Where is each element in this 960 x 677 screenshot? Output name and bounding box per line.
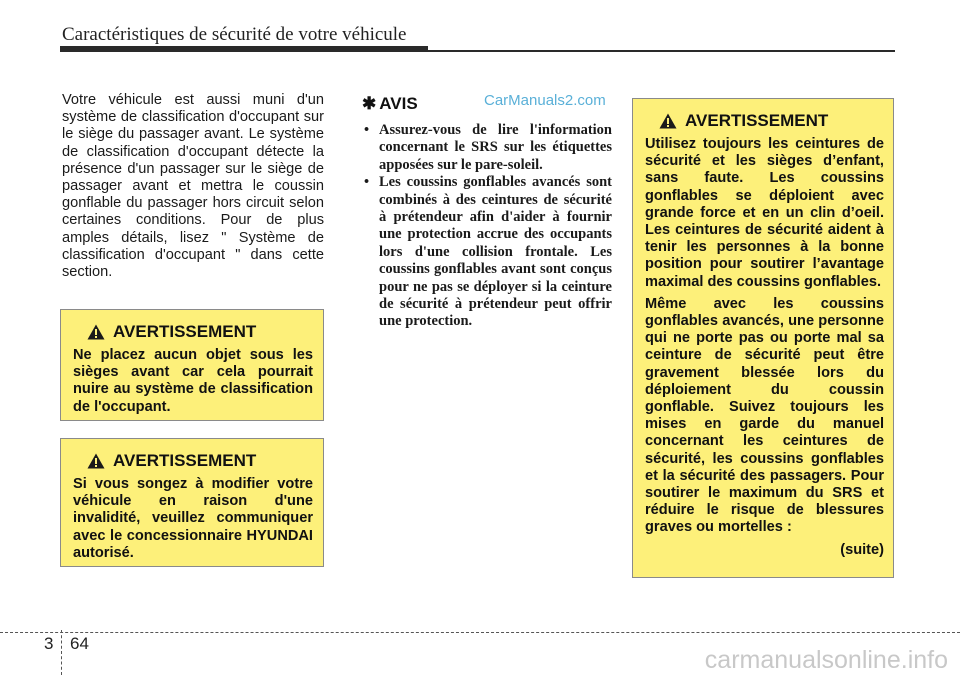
header-rule-thin (428, 50, 895, 52)
footer-watermark: carmanualsonline.info (704, 646, 948, 674)
warning-text: Si vous songez à modifier votre véhicule en raison d'une invalidité, veuillez communiquer avec le concessionnaire HYUNDAI autorisé. (73, 476, 313, 561)
warning-title: AVERTISSEMENT (113, 322, 257, 341)
warning-box-modification (60, 438, 324, 567)
warning-triangle-icon (87, 453, 105, 469)
avis-title: AVIS (379, 94, 418, 113)
warning-text: Ne placez aucun objet sous les sièges avant car cela pourrait nuire au système de classification de l'occupant. (73, 347, 313, 415)
warning-title: AVERTISSEMENT (113, 451, 257, 470)
warning-box-objects (60, 309, 324, 421)
star-icon: ✱ (362, 94, 377, 113)
page-header-title: Caractéristiques de sécurité de votre véhicule (62, 24, 407, 45)
intro-paragraph: Votre véhicule est aussi muni d'un système de classification d'occupant sur le siège du passager avant. Le système de classification d'occupant détecte la présence d'un passager sur le siège de passager avant et mettra le coussin gonflable du passager hors circuit selon certaines conditions. Pour de plus amples détails, lisez " Système de classification d'occupant " dans cette section. (62, 92, 324, 281)
page-number: 64 (70, 634, 89, 653)
warning-triangle-icon (87, 324, 105, 340)
warning-text (645, 136, 884, 559)
warning-paragraph: Même avec les coussins gonflables avancés, une personne qui ne porte pas ou porte mal sa ceinture de sécurité peut être gravement blessée lors du déploiement du coussin gonflable. Suivez toujours les mises en garde du manuel concernant les ceintures de sécurité, les coussins gonflables et la sécurité des passagers. Pour soutirer le maximum du SRS et réduire le risque de blessures graves ou mortelles : (645, 295, 884, 536)
chapter-number: 3 (44, 634, 54, 653)
warning-triangle-icon (659, 113, 677, 129)
continued-label: (suite) (840, 541, 884, 558)
avis-section (362, 94, 612, 331)
warning-paragraph: Utilisez toujours les ceintures de sécurité et les sièges d’enfant, sans faute. Les coussins gonflables se déploient avec grande force et en un clin d’oeil. Les ceintures de sécurité aident à tenir les personnes à la bonne position pour soutirer l’avantage maximal des coussins gonflables. (645, 136, 884, 290)
warning-heading (87, 322, 313, 342)
warning-heading (659, 111, 884, 131)
avis-list (362, 122, 612, 331)
warning-box-seatbelts (632, 98, 894, 578)
avis-item: • Les coussins gonflables avancés sont combinés à des ceintures de sécurité à prétendeur afin d'aider à fournir une protection accrue des occupants lors d'une collision frontale. Les coussins gonflables avant sont conçus pour ne pas se déployer si la ceinture de sécurité à prétendeur peut offrir une protection. (362, 174, 612, 331)
footer-rule (0, 632, 960, 633)
warning-heading (87, 451, 313, 471)
header-rule-thick (60, 46, 428, 52)
carmanuals-watermark: CarManuals2.com (484, 92, 606, 109)
footer-divider (61, 630, 62, 675)
avis-item: • Assurez-vous de lire l'information concernant le SRS sur les étiquettes apposées sur le pare-soleil. (362, 122, 612, 174)
warning-title: AVERTISSEMENT (685, 111, 829, 130)
